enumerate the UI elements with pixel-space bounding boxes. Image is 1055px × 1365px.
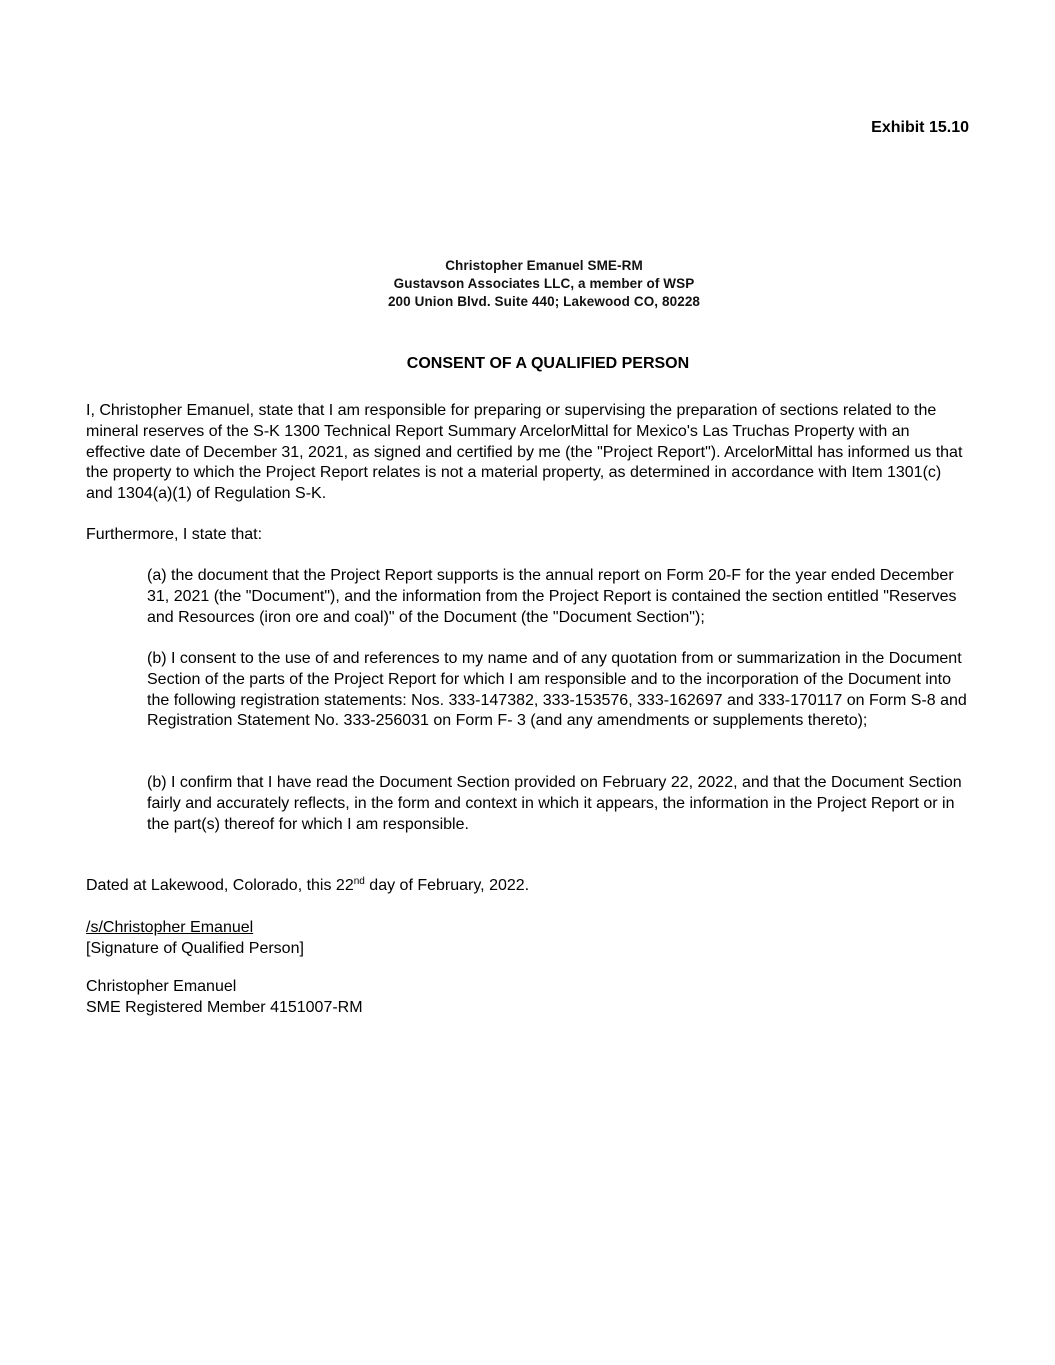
signer-title: SME Registered Member 4151007-RM: [86, 998, 363, 1016]
furthermore-paragraph: Furthermore, I state that:: [86, 526, 263, 543]
signature-line: /s/Christopher Emanuel: [86, 919, 254, 936]
signer-name: Christopher Emanuel: [86, 978, 237, 995]
clause-b-consent: (b) I consent to the use of and references to my name and of any quotation from or summarization in the Document Section of the parts of the Project Report for which I am responsible and to the incorporation of the Document into the following registration statements: Nos. 333-147382, 333-153576, 333-162697 and 333-170117 on Form S-8 and Registration Statement No. 333-256031 on Form F- 3 (and any amendments or supplements thereto);: [147, 650, 967, 730]
dated-line: [86, 876, 971, 897]
dated-ordinal: nd: [353, 876, 365, 887]
clause-a: (a) the document that the Project Report supports is the annual report on Form 20-F for the year ended December 31, 2021 (the "Document"), and the information from the Project Report is contained the section entitled "Reserves and Resources (iron ore and coal)" of the Document (the "Document Section");: [147, 567, 957, 626]
intro-paragraph: I, Christopher Emanuel, state that I am responsible for preparing or supervising the preparation of sections related to the mineral reserves of the S-K 1300 Technical Report Summary ArcelorMittal for Mexico's Las Truchas Property with an effective date of December 31, 2021, as signed and certified by me (the "Project Report"). ArcelorMittal has informed us that the property to which the Project Report relates is not a material property, as determined in accordance with Item 1301(c) and 1304(a)(1) of Regulation S-K.: [86, 402, 963, 503]
letterhead-address: 200 Union Blvd. Suite 440; Lakewood CO, 80228: [387, 294, 701, 309]
letterhead-name: Christopher Emanuel SME-RM: [445, 258, 643, 273]
signature-block: [86, 918, 971, 960]
exhibit-label: Exhibit 15.10: [871, 119, 969, 136]
letterhead-company: Gustavson Associates LLC, a member of WSP: [393, 276, 695, 291]
clause-b-confirm: (b) I confirm that I have read the Document Section provided on February 22, 2022, and that the Document Section fairly and accurately reflects, in the form and context in which it appears, the information in the Project Report or in the part(s) thereof for which I am responsible.: [147, 774, 962, 833]
signer-block: [86, 977, 971, 1019]
dated-rest: day of February, 2022.: [364, 877, 530, 894]
document-heading: CONSENT OF A QUALIFIED PERSON: [406, 355, 690, 372]
letterhead: [0, 257, 1055, 311]
signature-caption: [Signature of Qualified Person]: [86, 939, 304, 957]
dated-prefix: Dated at Lakewood, Colorado, this 22: [86, 877, 354, 894]
